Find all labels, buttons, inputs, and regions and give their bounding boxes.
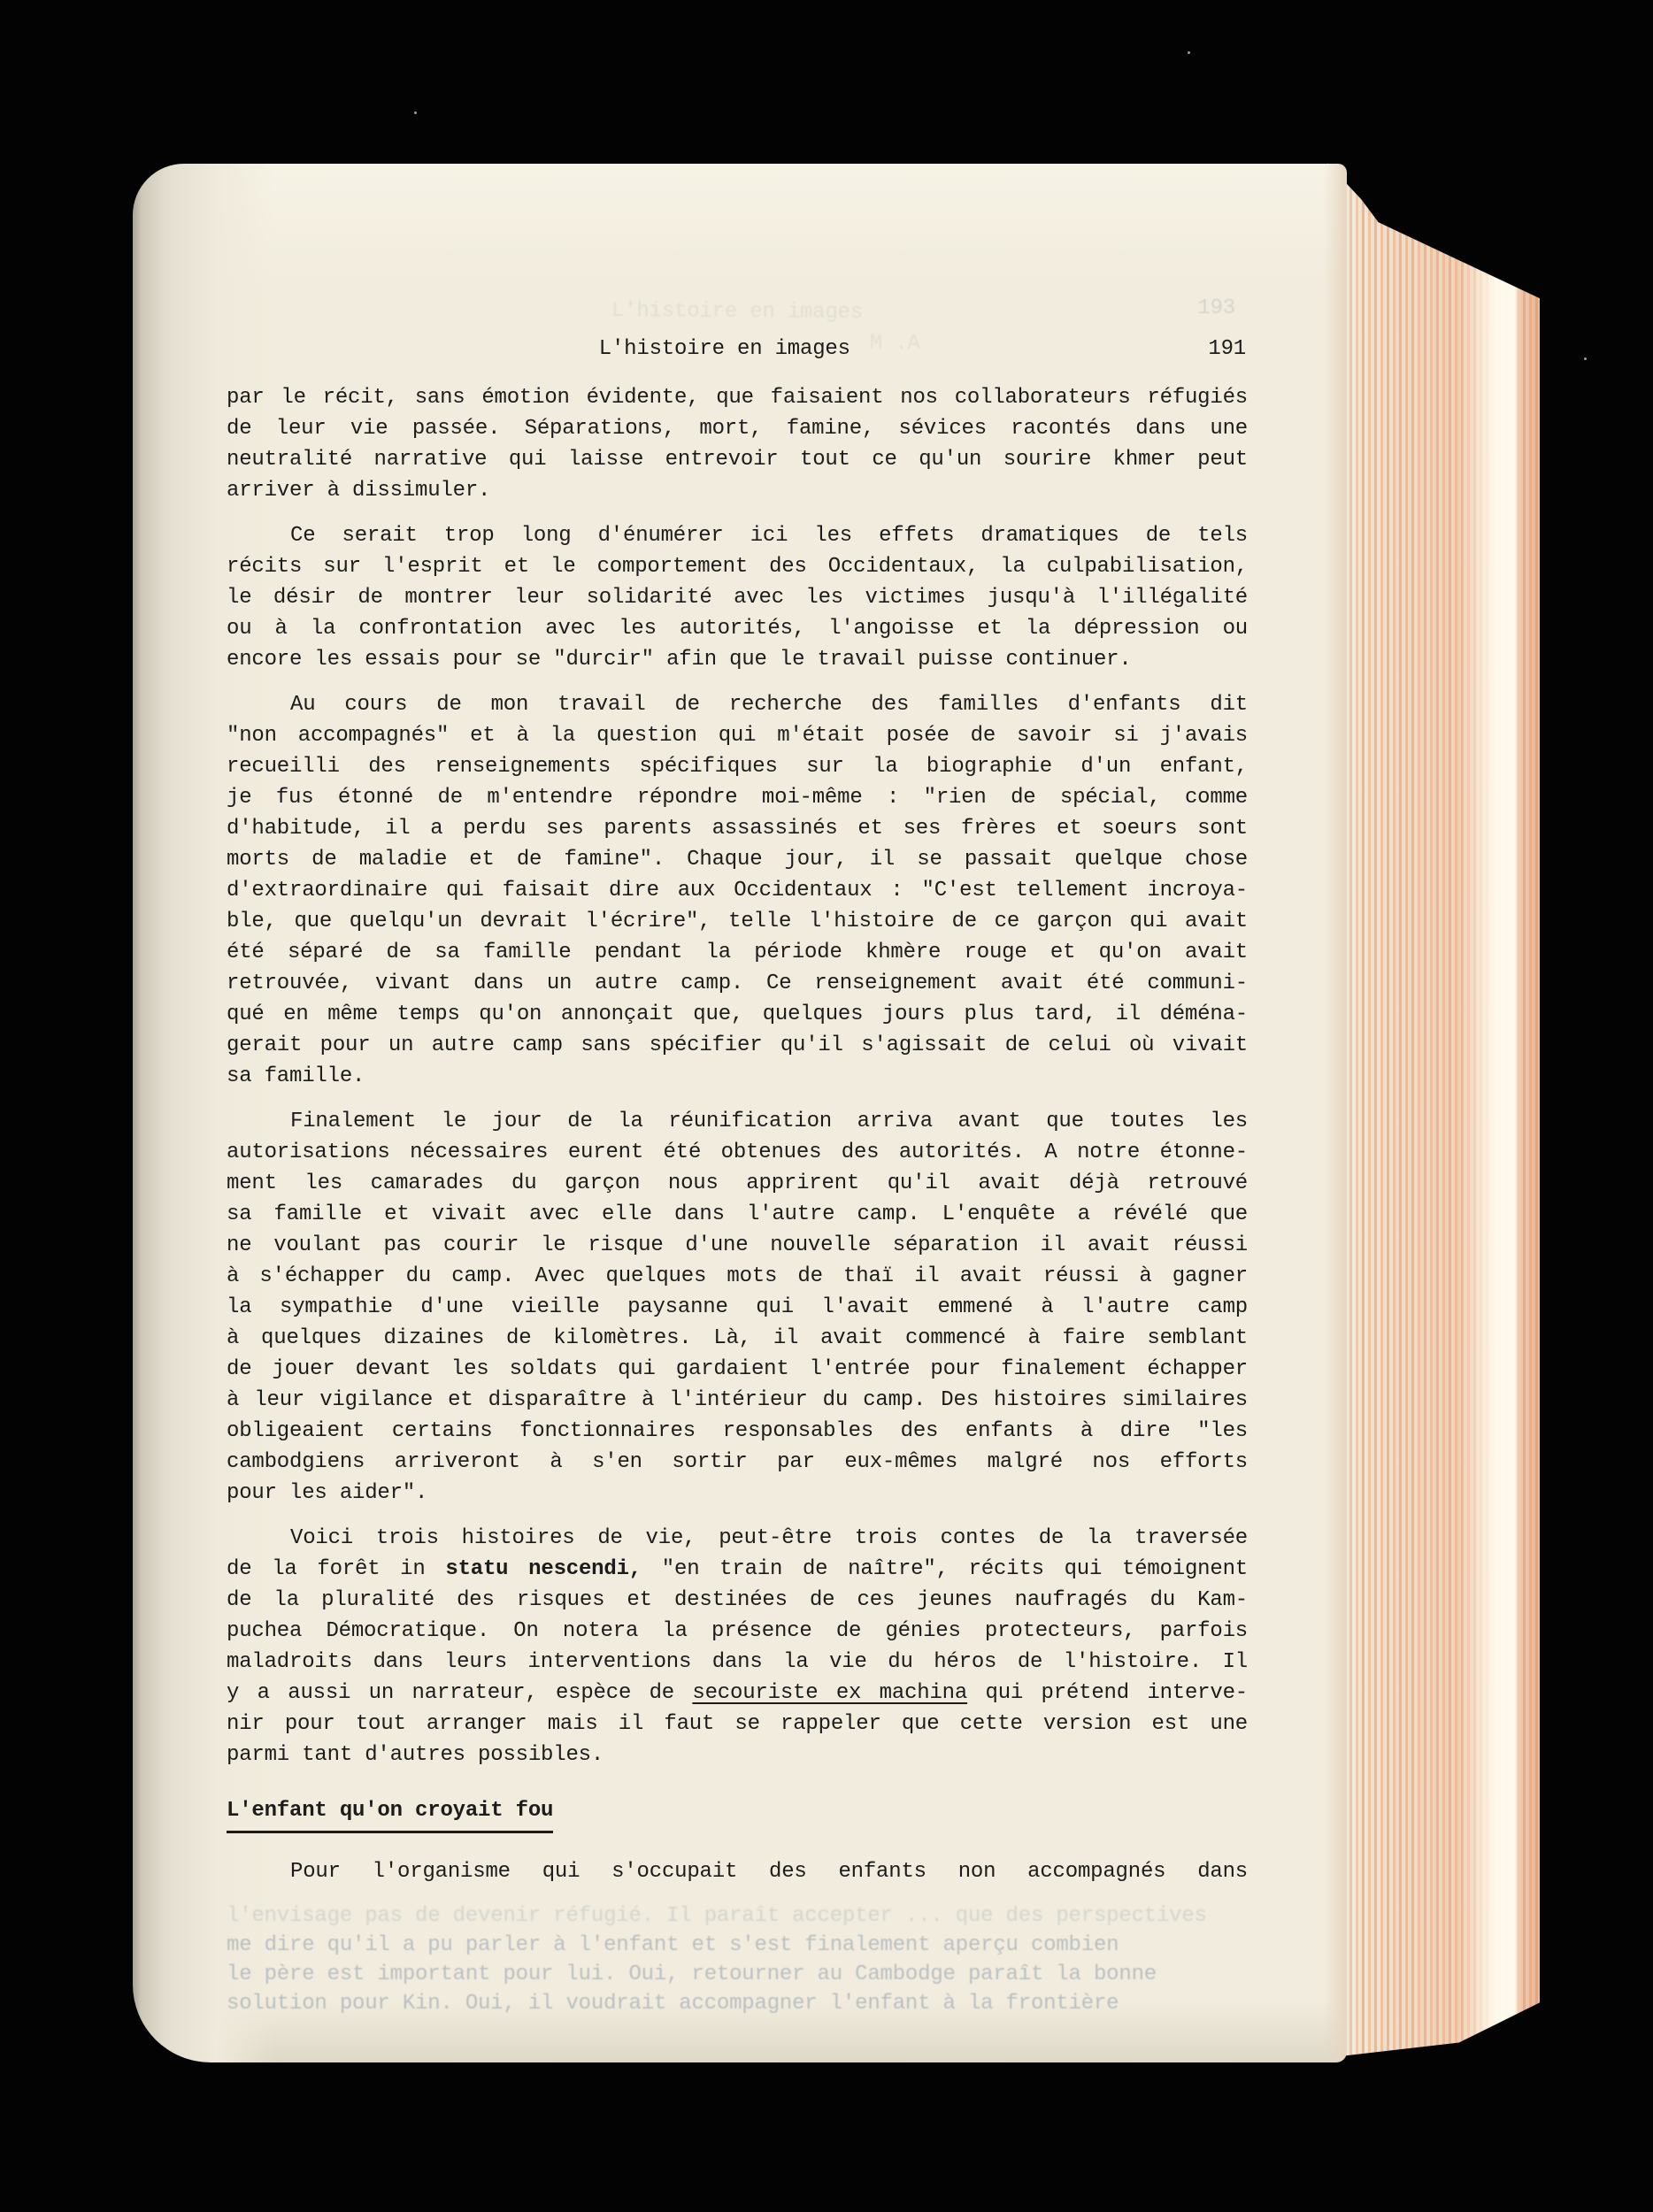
text-line: à s'échapper du camp. Avec quelques mots de thaï il avait réussi à gagner	[227, 1264, 1248, 1288]
text-line: y a aussi un narrateur, espèce de secouriste ex machina qui prétend interve-	[227, 1681, 1248, 1705]
paragraph	[227, 1106, 1248, 1509]
text-line: ne voulant pas courir le risque d'une nouvelle séparation il avait réussi	[227, 1233, 1248, 1257]
text-line: la sympathie d'une vieille paysanne qui l'avait emmené à l'autre camp	[227, 1295, 1248, 1319]
text-line: de la forêt in statu nescendi, "en train de naître", récits qui témoignent	[227, 1557, 1248, 1581]
dust-speck	[414, 111, 417, 114]
section-heading-text: L'enfant qu'on croyait fou	[227, 1795, 553, 1833]
text-line: retrouvée, vivant dans un autre camp. Ce renseignement avait été communi-	[227, 972, 1248, 995]
text-line: à quelques dizaines de kilomètres. Là, il avait commencé à faire semblant	[227, 1326, 1248, 1350]
text-line: Finalement le jour de la réunification arriva avant que toutes les	[290, 1110, 1248, 1133]
text-line: d'extraordinaire qui faisait dire aux Occidentaux : "C'est tellement incroya-	[227, 879, 1248, 902]
text-line: me dire qu'il a pu parler à l'enfant et s'est finalement aperçu combien	[227, 1933, 1119, 1957]
text-line: arriver à dissimuler.	[227, 479, 491, 503]
text-line: pour les aider".	[227, 1481, 428, 1505]
text-line: Voici trois histoires de vie, peut-être trois contes de la traversée	[290, 1526, 1248, 1550]
text-line: parmi tant d'autres possibles.	[227, 1743, 604, 1767]
text-line: le désir de montrer leur solidarité avec les victimes jusqu'à l'illégalité	[227, 586, 1248, 610]
text-line: été séparé de sa famille pendant la période khmère rouge et qu'on avait	[227, 941, 1248, 964]
bleed-through-author: A. M	[870, 332, 920, 356]
underlined-phrase: secouriste ex machina	[692, 1681, 968, 1705]
text-line: Ce serait trop long d'énumérer ici les effets dramatiques de tels	[290, 524, 1248, 548]
text-line: de la pluralité des risques et destinées de ces jeunes naufragés du Kam-	[227, 1588, 1248, 1612]
bleed-through-title: L'histoire en images	[611, 299, 864, 325]
text-line: morts de maladie et de famine". Chaque jour, il se passait quelque chose	[227, 848, 1248, 872]
text-line: ble, que quelqu'un devrait l'écrire", telle l'histoire de ce garçon qui avait	[227, 910, 1248, 933]
bold-phrase: statu nescendi,	[445, 1557, 642, 1581]
text-line: récits sur l'esprit et le comportement des Occidentaux, la culpabilisation,	[227, 555, 1248, 579]
running-title: L'histoire en images	[598, 337, 850, 361]
body-text	[227, 382, 1248, 1887]
text-line: à leur vigilance et disparaître à l'intérieur du camp. Des histoires similaires	[227, 1388, 1248, 1412]
paragraph	[227, 520, 1248, 675]
paragraph	[227, 382, 1248, 506]
paragraph	[227, 1856, 1248, 1887]
text-line: Au cours de mon travail de recherche des familles d'enfants dit	[290, 693, 1248, 717]
text-line: sa famille et vivait avec elle dans l'autre camp. L'enquête a révélé que	[227, 1202, 1248, 1226]
bleed-through-page-number: 193	[1197, 296, 1235, 320]
paragraph	[227, 689, 1248, 1092]
text-line: nir pour tout arranger mais il faut se rappeler que cette version est une	[227, 1712, 1248, 1736]
text-line: obligeaient certains fonctionnaires responsables des enfants à dire "les	[227, 1419, 1248, 1443]
text-line: autorisations nécessaires eurent été obtenues des autorités. A notre étonne-	[227, 1141, 1248, 1164]
page-header	[227, 296, 1248, 365]
bleed-through-footer	[227, 1901, 1248, 2018]
text-line: solution pour Kin. Oui, il voudrait accompagner l'enfant à la frontière	[227, 1992, 1119, 2016]
section-heading	[227, 1795, 1248, 1833]
text-line: Pour l'organisme qui s'occupait des enfants non accompagnés dans	[290, 1860, 1248, 1884]
paragraph	[227, 1523, 1248, 1770]
text-line: cambodgiens arriveront à s'en sortir par eux-mêmes malgré nos efforts	[227, 1450, 1248, 1474]
text-line: gerait pour un autre camp sans spécifier qu'il s'agissait de celui où vivait	[227, 1033, 1248, 1057]
text-line: "non accompagnés" et à la question qui m'était posée de savoir si j'avais	[227, 724, 1248, 748]
text-line: ou à la confrontation avec les autorités, l'angoisse et la dépression ou	[227, 617, 1248, 641]
text-line: d'habitude, il a perdu ses parents assassinés et ses frères et soeurs sont	[227, 817, 1248, 841]
text-line: par le récit, sans émotion évidente, que faisaient nos collaborateurs réfugiés	[227, 386, 1248, 410]
text-line: ment les camarades du garçon nous apprirent qu'il avait déjà retrouvé	[227, 1171, 1248, 1195]
text-line: le père est important pour lui. Oui, retourner au Cambodge paraît la bonne	[227, 1962, 1157, 1986]
text-line: sa famille.	[227, 1064, 365, 1088]
text-line: puchea Démocratique. On notera la présence de génies protecteurs, parfois	[227, 1619, 1248, 1643]
text-line: maladroits dans leurs interventions dans la vie du héros de l'histoire. Il	[227, 1650, 1248, 1674]
text-line: qué en même temps qu'on annonçait que, quelques jours plus tard, il déména-	[227, 1002, 1248, 1026]
fore-edge-page-stack	[1327, 157, 1540, 2062]
dust-speck	[1584, 357, 1587, 360]
text-line: je fus étonné de m'entendre répondre moi-même : "rien de spécial, comme	[227, 786, 1248, 810]
text-line: neutralité narrative qui laisse entrevoir tout ce qu'un sourire khmer peut	[227, 448, 1248, 472]
text-line: l'envisage pas de devenir réfugié. Il paraît accepter ... que des perspectives	[227, 1904, 1207, 1928]
text-line: de leur vie passée. Séparations, mort, famine, sévices racontés dans une	[227, 417, 1248, 441]
text-line: de jouer devant les soldats qui gardaient l'entrée pour finalement échapper	[227, 1357, 1248, 1381]
page-number: 191	[1208, 337, 1246, 361]
book-page	[133, 164, 1347, 2062]
dust-speck	[1188, 51, 1190, 54]
text-line: recueilli des renseignements spécifiques sur la biographie d'un enfant,	[227, 755, 1248, 779]
text-line: encore les essais pour se "durcir" afin que le travail puisse continuer.	[227, 648, 1132, 672]
